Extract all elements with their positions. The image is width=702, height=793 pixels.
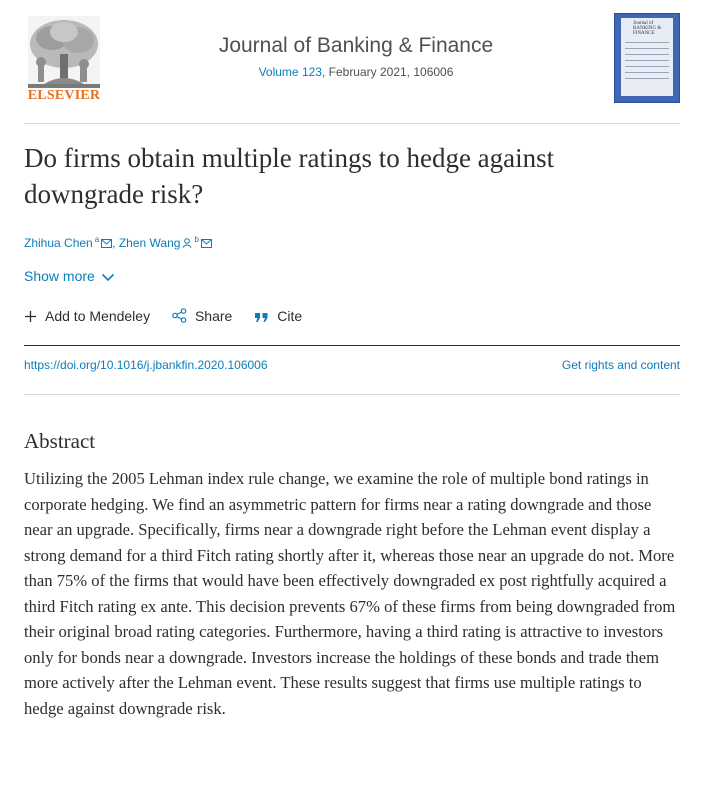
publisher-wordmark: ELSEVIER <box>27 88 101 103</box>
cover-divider <box>625 66 669 67</box>
doi-link[interactable]: https://doi.org/10.1016/j.jbankfin.2020.106006 <box>24 358 268 372</box>
article-page <box>24 0 680 718</box>
toolbar-divider <box>24 345 680 346</box>
author-link[interactable]: Zhen Wang <box>118 236 181 250</box>
author-separator: , <box>112 236 119 250</box>
email-icon[interactable] <box>201 239 212 248</box>
cover-divider <box>625 48 669 49</box>
volume-link[interactable]: Volume 123 <box>258 65 322 79</box>
journal-info <box>134 34 578 79</box>
article-title: Do firms obtain multiple ratings to hedge against downgrade risk? <box>24 143 555 209</box>
article-toolbar <box>24 308 320 324</box>
plus-icon <box>24 310 37 323</box>
cover-divider <box>625 42 669 43</box>
mendeley-label: Add to Mendeley <box>45 308 151 324</box>
add-to-mendeley-button[interactable] <box>24 308 150 324</box>
affiliation-marker[interactable]: a <box>94 235 100 244</box>
issue-details: , February 2021, 106006 <box>321 65 454 79</box>
journal-title-link[interactable]: Journal of Banking & Finance <box>218 34 494 57</box>
affiliation-marker[interactable]: b <box>194 235 199 244</box>
cover-divider <box>625 72 669 73</box>
cover-divider <box>625 78 669 79</box>
author-link[interactable]: Zhihua Chen <box>24 236 93 250</box>
show-more-label: Show more <box>24 268 95 284</box>
share-button[interactable] <box>172 308 232 324</box>
person-icon[interactable] <box>182 238 192 248</box>
cover-page <box>621 18 673 96</box>
get-rights-link[interactable]: Get rights and content <box>561 358 680 372</box>
cover-title-text: Journal of BANKING & FINANCE <box>633 21 662 36</box>
journal-cover-thumbnail[interactable] <box>614 13 680 103</box>
cover-divider <box>625 60 669 61</box>
quote-icon <box>254 311 269 323</box>
cover-divider <box>625 54 669 55</box>
share-icon <box>172 308 187 323</box>
abstract-text: Utilizing the 2005 Lehman index rule change, we examine the role of multiple bond ratings in corporate hedging. We find an asymmetric pattern for firms near a rating downgrade and those near an upgrade. Specifically, firms near a downgrade right before the Lehman event display a strong demand for a third Fitch rating shortly after it, whereas those near an upgrade do not. More than 75% of the firms that would have been effectively downgraded ex post rightfully acquired a third Fitch rating ex ante. This decision prevents 67% of these firms from being downgraded from their original broad rating categories. Furthermore, having a third rating is attractive to investors only for bonds near a downgrade. Investors increase the holdings of these bonds and trade them more actively after the Lehman event. These results suggest that firms use multiple ratings to hedge against downgrade risk. <box>24 469 676 718</box>
abstract-heading: Abstract <box>24 429 96 453</box>
cite-button[interactable] <box>254 308 302 324</box>
chevron-down-icon <box>101 273 115 282</box>
cite-label: Cite <box>277 308 303 324</box>
email-icon[interactable] <box>101 239 112 248</box>
show-more-button[interactable] <box>24 268 115 284</box>
header-divider <box>24 123 680 124</box>
journal-issue-meta <box>134 65 578 79</box>
share-label: Share <box>194 308 233 324</box>
author-list <box>24 235 212 250</box>
journal-header <box>24 0 680 122</box>
links-divider <box>24 394 680 395</box>
